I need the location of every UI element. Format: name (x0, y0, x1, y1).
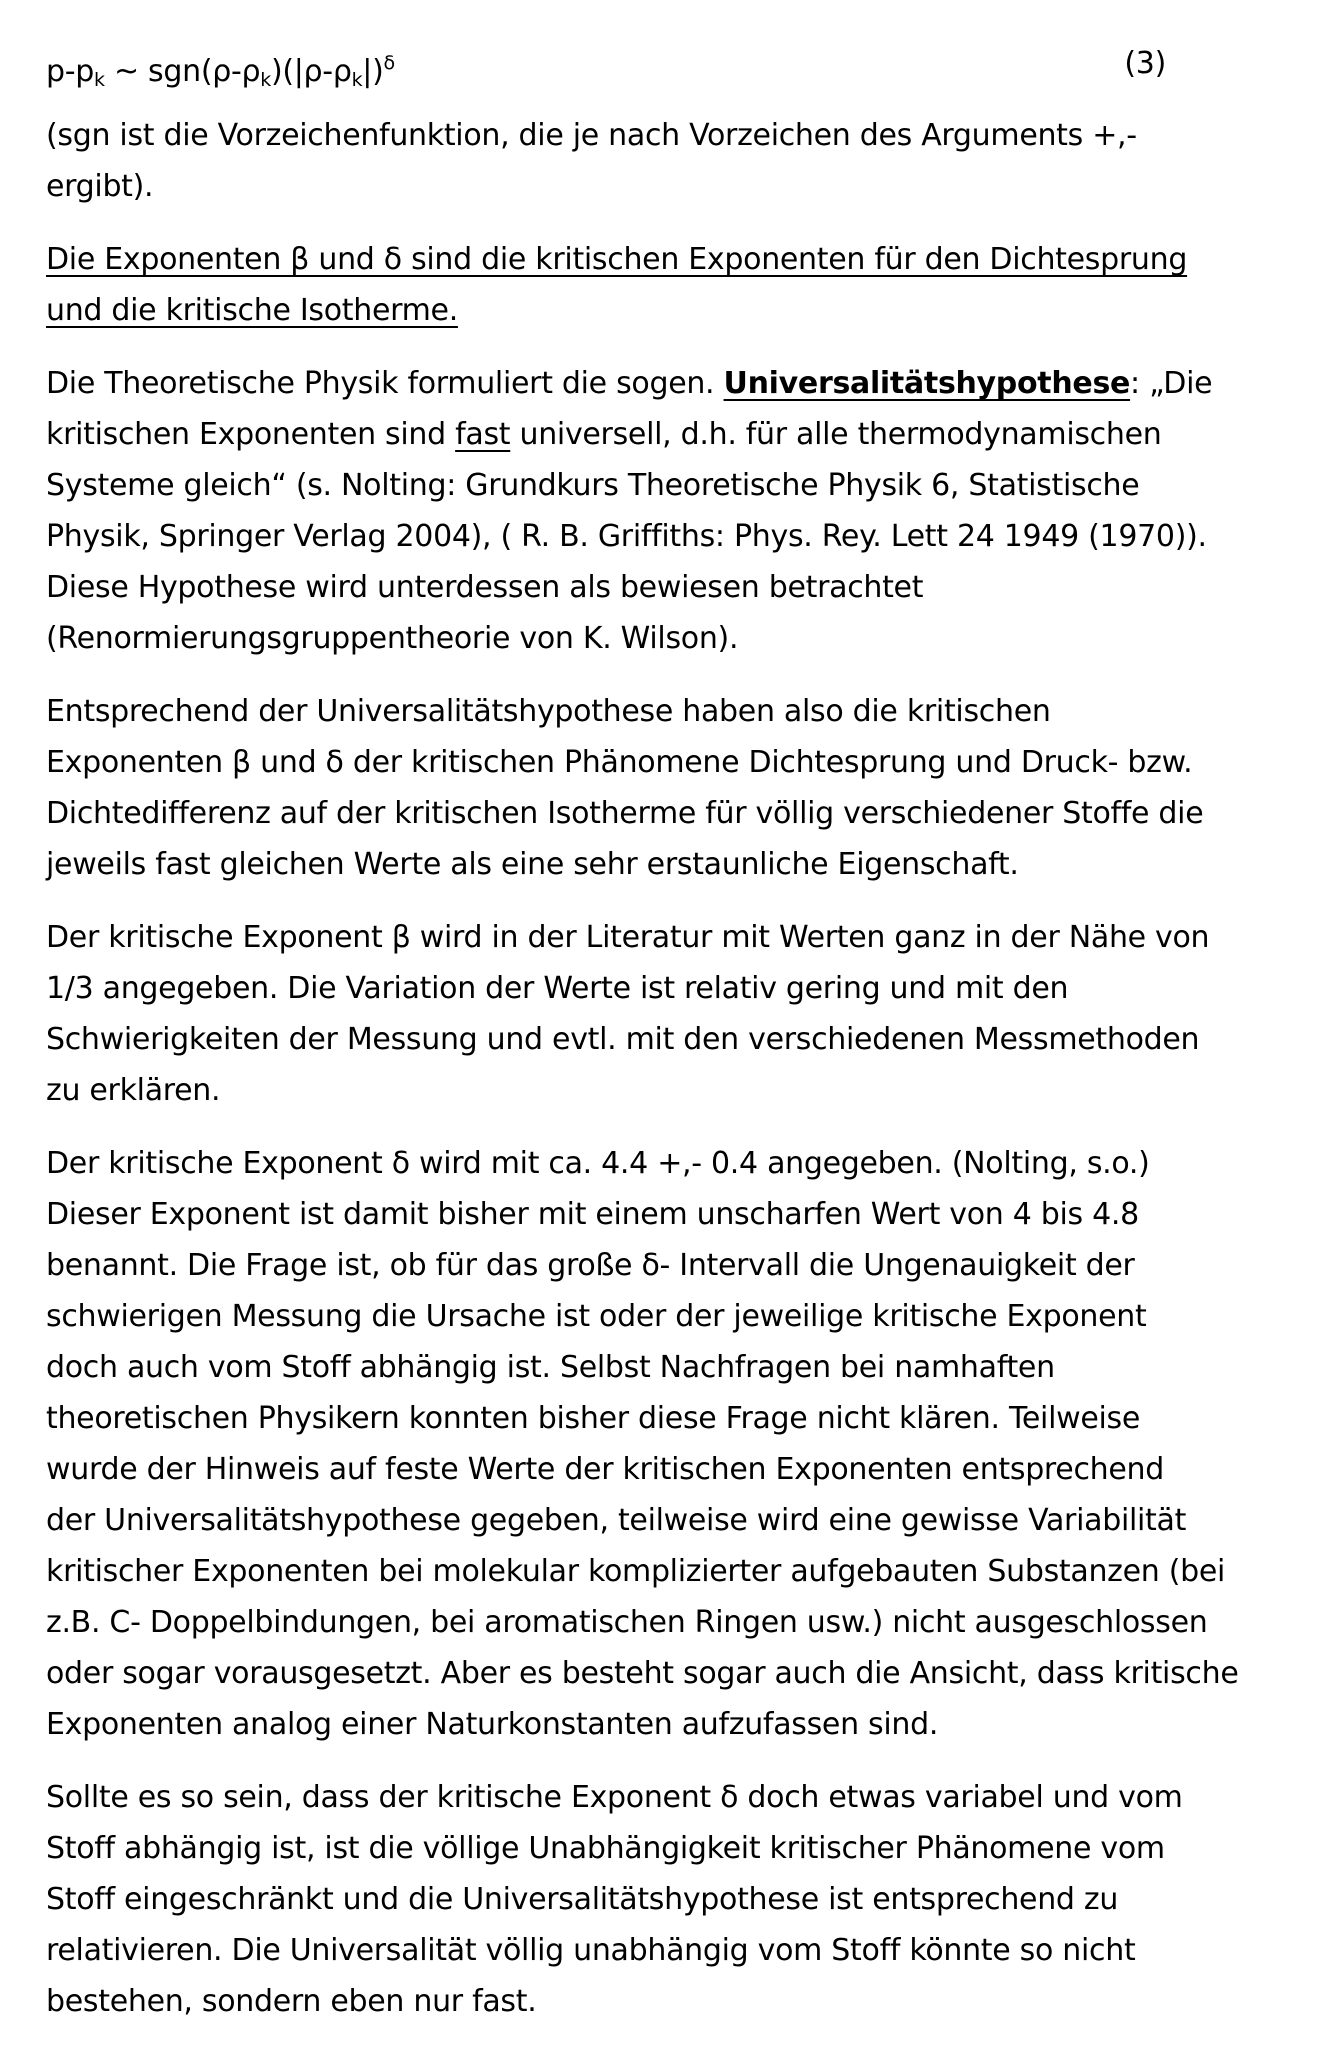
equation-number: (3) (1124, 46, 1166, 81)
text-line: ergibt). (46, 169, 154, 204)
text-span: Die Theoretische Physik formuliert die sogen. (46, 366, 724, 401)
equation-lhs: p-p (46, 54, 95, 89)
text-span: : „Die (1130, 366, 1213, 401)
paragraph-universality-hypothesis (46, 358, 1311, 664)
bold-term-universalitaetshypothese: Universalitätshypothese (723, 366, 1131, 401)
underlined-word-fast: fast (455, 417, 511, 452)
equation-lhs-subscript: k (94, 69, 105, 91)
text-line: (Renormierungsgruppentheorie von K. Wilson). (46, 621, 739, 656)
equation-abs-subscript: k (351, 69, 363, 91)
paragraph-exponents-definition (46, 234, 1311, 336)
text-span: universell, d.h. für alle thermodynamischen (510, 417, 1162, 452)
paragraph-consequence (46, 686, 1311, 890)
text-line (46, 358, 1311, 409)
text-span: kritischen Exponenten sind (46, 417, 456, 452)
text-line: Exponenten β und δ der kritischen Phänomene Dichtesprung und Druck- bzw. (46, 745, 1193, 780)
text-line: bestehen, sondern eben nur fast. (46, 1984, 537, 2019)
equation-3 (46, 38, 1166, 106)
text-line: Stoff eingeschränkt und die Universalitätshypothese ist entsprechend zu (46, 1882, 1119, 1917)
text-line: oder sogar vorausgesetzt. Aber es besteht sogar auch die Ansicht, dass kritische (46, 1656, 1239, 1691)
text-line: 1/3 angegeben. Die Variation der Werte ist relativ gering und mit den (46, 971, 1069, 1006)
text-line: z.B. C- Doppelbindungen, bei aromatischen Ringen usw.) nicht ausgeschlossen (46, 1605, 1208, 1640)
text-line: Dichtedifferenz auf der kritischen Isotherme für völlig verschiedener Stoffe die (46, 796, 1204, 831)
text-line: schwierigen Messung die Ursache ist oder der jeweilige kritische Exponent (46, 1299, 1147, 1334)
paragraph-conclusion (46, 1772, 1311, 2027)
text-line: Exponenten analog einer Naturkonstanten aufzufassen sind. (46, 1707, 939, 1742)
text-line: Diese Hypothese wird unterdessen als bewiesen betrachtet (46, 570, 924, 605)
equation-expression (46, 38, 395, 106)
text-line (46, 409, 1311, 460)
underlined-text: Die Exponenten β und δ sind die kritischen Exponenten für den Dichtesprung (46, 242, 1188, 277)
text-line: benannt. Die Frage ist, ob für das große δ- Intervall die Ungenauigkeit der (46, 1248, 1135, 1283)
text-line: der Universalitätshypothese gegeben, teilweise wird eine gewisse Variabilität (46, 1503, 1187, 1538)
text-line: kritischer Exponenten bei molekular komplizierter aufgebauten Substanzen (bei (46, 1554, 1226, 1589)
text-line: relativieren. Die Universalität völlig unabhängig vom Stoff könnte so nicht (46, 1933, 1136, 1968)
text-line: Dieser Exponent ist damit bisher mit einem unscharfen Wert von 4 bis 4.8 (46, 1197, 1139, 1232)
text-line: Sollte es so sein, dass der kritische Exponent δ doch etwas variabel und vom (46, 1780, 1183, 1815)
document-page (46, 38, 1311, 2049)
text-line: theoretischen Physikern konnten bisher diese Frage nicht klären. Teilweise (46, 1401, 1141, 1436)
text-line: Entsprechend der Universalitätshypothese haben also die kritischen (46, 694, 1051, 729)
equation-tilde: ~ (104, 54, 149, 89)
underlined-text: und die kritische Isotherme. (46, 293, 458, 328)
paragraph-beta-exponent (46, 912, 1311, 1116)
text-line: Der kritische Exponent δ wird mit ca. 4.4 +,- 0.4 angegeben. (Nolting, s.o.) (46, 1146, 1150, 1181)
equation-abs-part: )(|ρ-ρ (270, 54, 352, 89)
equation-exponent: δ (383, 52, 395, 74)
text-line: Physik, Springer Verlag 2004), ( R. B. Griffiths: Phys. Rey. Lett 24 1949 (1970)). (46, 519, 1207, 554)
equation-abs-close: |) (362, 54, 384, 89)
text-line: Stoff abhängig ist, ist die völlige Unabhängigkeit kritischer Phänomene vom (46, 1831, 1165, 1866)
text-line: Systeme gleich“ (s. Nolting: Grundkurs Theoretische Physik 6, Statistische (46, 468, 1140, 503)
text-line: Der kritische Exponent β wird in der Literatur mit Werten ganz in der Nähe von (46, 920, 1210, 955)
paragraph-delta-exponent (46, 1138, 1311, 1750)
equation-sgn-part: sgn(ρ-ρ (148, 54, 261, 89)
text-line: (sgn ist die Vorzeichenfunktion, die je nach Vorzeichen des Arguments +,- (46, 118, 1137, 153)
equation-sgn-subscript: k (260, 69, 271, 91)
text-line: zu erklären. (46, 1073, 221, 1108)
text-line: jeweils fast gleichen Werte als eine sehr erstaunliche Eigenschaft. (46, 847, 1019, 882)
text-line: Schwierigkeiten der Messung und evtl. mit den verschiedenen Messmethoden (46, 1022, 1200, 1057)
text-line: wurde der Hinweis auf feste Werte der kritischen Exponenten entsprechend (46, 1452, 1164, 1487)
text-line: doch auch vom Stoff abhängig ist. Selbst Nachfragen bei namhaften (46, 1350, 1055, 1385)
paragraph-sgn-note (46, 110, 1311, 212)
